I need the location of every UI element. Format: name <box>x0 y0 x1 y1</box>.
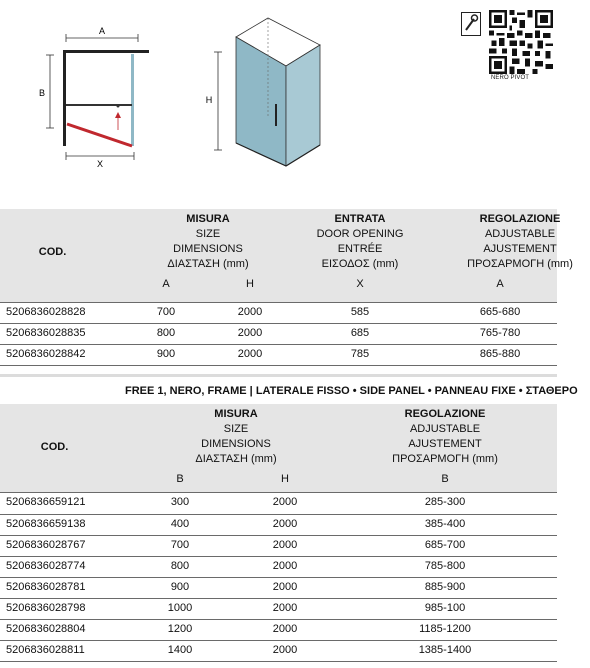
group-regolazione: REGOLAZIONE <box>479 213 561 225</box>
group-eisodos: ΕΙΣΟΔΟΣ (mm) <box>321 258 399 270</box>
perspective-view <box>206 18 320 166</box>
group-entrata: ENTRATA <box>334 213 386 225</box>
group-misura: MISURA <box>186 213 230 225</box>
sub-header-x: X <box>356 278 364 290</box>
group-regolazione-2: REGOLAZIONE <box>404 408 486 420</box>
group-ajustement: AJUSTEMENT <box>483 243 557 255</box>
table-2: COD. MISURA SIZE DIMENSIONS ΔΙΑΣΤΑΣΗ (mm) REGOLAZIONE ADJUSTABLE AJUSTEMENT ΠΡΟΣΑΡΜΟΓΗ (mm) B H B 5206836659121 300 2000 285-300 5206836659138 400 2000 385-400 5206836028767 700 2000 685-700 5206836028774 800 2000 785-800 5206836028781 900 2000 885-900 5206836028798 1000 2000 985-100 5206836028804 1200 2000 1185-1200 5206836028811 1400 2000 1385-1400 <box>0 404 557 668</box>
group-size: SIZE <box>195 228 221 240</box>
group-prosarmogi: ΠΡΟΣΑΡΜΟΓΗ (mm) <box>467 258 573 270</box>
group-dimensions: DIMENSIONS <box>173 243 243 255</box>
sub-header-a: A <box>162 278 170 290</box>
plan-view <box>39 26 149 169</box>
label-b: B <box>38 88 46 98</box>
wrench-icon <box>461 12 481 36</box>
glass-panel <box>131 54 134 146</box>
group-misura-2: MISURA <box>214 408 258 420</box>
label-x: X <box>96 159 104 169</box>
sub-header-h: H <box>246 278 254 290</box>
table-2-title-strip <box>0 374 578 404</box>
sub-header-h-2: H <box>281 473 289 485</box>
group-dimensions-2: DIMENSIONS <box>201 438 271 450</box>
table-1: COD. MISURA SIZE DIMENSIONS ΔΙΑΣΤΑΣΗ (mm) ENTRATA DOOR OPENING ENTRÉE ΕΙΣΟΔΟΣ (mm) REGOLAZIONE ADJUSTABLE AJUSTEMENT ΠΡΟΣΑΡΜΟΓΗ (mm) A H X A 5206836028828 700 2000 585 665-680 5206836028835 800 2000 685 765-780 5206836028842 900 2000 785 865-880 <box>0 205 557 370</box>
group-ajustement-2: AJUSTEMENT <box>408 438 482 450</box>
group-door-opening: DOOR OPENING <box>316 228 404 240</box>
label-h: H <box>205 95 213 105</box>
code-header-2: COD. <box>40 441 69 453</box>
wall-top <box>63 50 149 53</box>
qr-caption: NERO PIVOT <box>491 75 530 81</box>
group-adjustable: ADJUSTABLE <box>484 228 556 240</box>
sub-header-b-adj: B <box>441 473 449 485</box>
group-prosarmogi-2: ΠΡΟΣΑΡΜΟΓΗ (mm) <box>392 453 498 465</box>
group-size-2: SIZE <box>223 423 249 435</box>
group-diastasi: ΔΙΑΣΤΑΣΗ (mm) <box>167 258 249 270</box>
sub-header-b: B <box>176 473 184 485</box>
sub-header-a-adj: A <box>496 278 504 290</box>
group-adjustable-2: ADJUSTABLE <box>409 423 481 435</box>
table-2-title: FREE 1, NERO, FRAME | LATERALE FISSO • SIDE PANEL • PANNEAU FIXE • ΣΤΑΘΕΡΟ <box>125 385 578 397</box>
pivot-door <box>67 124 132 146</box>
group-diastasi-2: ΔΙΑΣΤΑΣΗ (mm) <box>195 453 277 465</box>
qr-code <box>489 10 553 74</box>
label-a: A <box>98 26 106 36</box>
technical-drawings <box>0 0 557 205</box>
wall-left <box>63 50 66 146</box>
code-header: COD. <box>38 246 67 258</box>
group-entree: ENTRÉE <box>337 243 383 255</box>
